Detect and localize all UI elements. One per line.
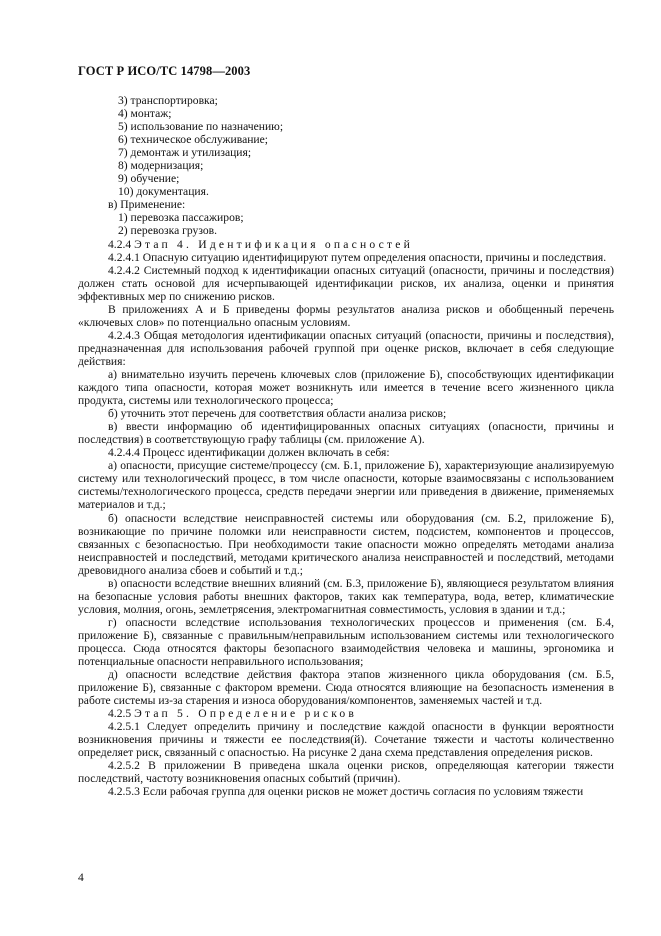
section-number: 4.2.5 [108, 707, 132, 721]
paragraph: г) опасности вследствие использования технологических процессов и применения (см. Б.4, приложение Б), связанные с правильным/неправильным использованием системы или технологического процесса. Сюда относятся факторы безопасного взаимодействия человека и машины, эргономика и потенциальные опасности неправильного использования; [78, 615, 614, 669]
section-title: Этап 5. Определение рисков [134, 707, 358, 721]
section-number: 4.2.4 [108, 237, 132, 251]
list-title: в) Применение: [108, 198, 186, 212]
list-item: 3) транспортировка; [118, 94, 218, 107]
paragraph: 4.2.5.2 В приложении В приведена шкала оценки рисков, определяющая категории тяжести последствий, частоту возникновения опасных событий (причин). [78, 759, 614, 786]
paragraph: 4.2.5.1 Следует определить причину и последствие каждой опасности в функции вероятности возникновения причины и тяжести ее последствия(й). Сочетание тяжести и частоты количественно определяет риск, связанный с опасностью. На рисунке 2 дана схема представления определения рисков. [78, 720, 614, 760]
paragraph: д) опасности вследствие действия фактора этапов жизненного цикла оборудования (см. Б.5, приложение Б), связанные с фактором времени. Сюда относятся влияющие на безопасность изменения в работе системы из-за старения и износа оборудования/компонентов, заменяемых частей и т.д. [78, 668, 614, 708]
list-item: 1) перевозка пассажиров; [118, 211, 244, 225]
section-heading-4-2-5 [78, 707, 614, 720]
paragraph: в) ввести информацию об идентифицированных опасных ситуациях (опасности, причины и последствия) в соответствующую графу таблицы (см. приложение А). [78, 420, 614, 447]
list-item: 6) техническое обслуживание; [118, 133, 268, 147]
paragraph: а) опасности, присущие системе/процессу (см. Б.1, приложение Б), характеризующие анализируемую систему или технологический процесс, в том числе опасности, которые взаимосвязаны с использованием системы/технологического процесса, средств передачи энергии или приведения в движение, применяемых материалов и т.д.; [78, 459, 614, 512]
paragraph: б) уточнить этот перечень для соответствия области анализа рисков; [108, 407, 447, 421]
document-id-header: ГОСТ Р ИСО/ТС 14798—2003 [78, 64, 251, 78]
list-item: 4) монтаж; [118, 107, 172, 121]
list-item: 5) использование по назначению; [118, 120, 284, 134]
section-title: Этап 4. Идентификация опасностей [134, 237, 414, 251]
list-item: 8) модернизация; [118, 159, 204, 173]
page-content [78, 94, 614, 799]
list-item: 10) документация. [118, 185, 209, 199]
paragraph: 4.2.5.3 Если рабочая группа для оценки рисков не может достичь согласия по условиям тяжести [108, 785, 584, 799]
paragraph: 4.2.4.1 Опасную ситуацию идентифицируют путем определения опасности, причины и последствия. [108, 250, 607, 264]
section-heading-4-2-4 [78, 238, 614, 251]
list-item: 7) демонтаж и утилизация; [118, 146, 252, 160]
paragraph: 4.2.4.4 Процесс идентификации должен включать в себя: [108, 446, 390, 460]
paragraph: 4.2.4.2 Системный подход к идентификации опасных ситуаций (опасности, причины и последствия) должен стать основой для исчерпывающей идентификации рисков, их анализа, оценки и принятия эффективных мер по снижению рисков. [78, 263, 614, 303]
list-item: 2) перевозка грузов. [118, 224, 217, 238]
paragraph: 4.2.4.3 Общая методология идентификации опасных ситуаций (опасности, причины и последствия), предназначенная для использования рабочей группой при оценке рисков, включает в себя следующие действия: [78, 328, 614, 368]
list-item: 9) обучение; [118, 172, 180, 186]
paragraph: а) внимательно изучить перечень ключевых слов (приложение Б), способствующих идентификации каждого типа опасности, которая может возникнуть или имеется в течение всего жизненного цикла продукта, системы или технологического процесса; [78, 367, 614, 408]
paragraph: в) опасности вследствие внешних влияний (см. Б.3, приложение Б), являющиеся результатом влияния на безопасные условия работы внешних факторов, таких как температура, вода, ветер, климатические условия, молния, огонь, землетрясения, электромагнитная совместимость, условия в здании и т.д.; [78, 576, 614, 616]
paragraph: В приложениях А и Б приведены формы результатов анализа рисков и обобщенный перечень «ключевых слов» по потенциально опасным условиям. [78, 302, 614, 329]
paragraph: б) опасности вследствие неисправностей системы или оборудования (см. Б.2, приложение Б), возникающие по причине поломки или неисправности систем, подсистем, компонентов и процессов, связанных с безопасностью. При необходимости такие опасности можно определять методами анализа неисправностей и последствий, методами критического анализа неисправностей и последствий, методами древовидного анализа сбоев и событий и т.д.; [78, 511, 614, 577]
page-number: 4 [78, 871, 84, 884]
